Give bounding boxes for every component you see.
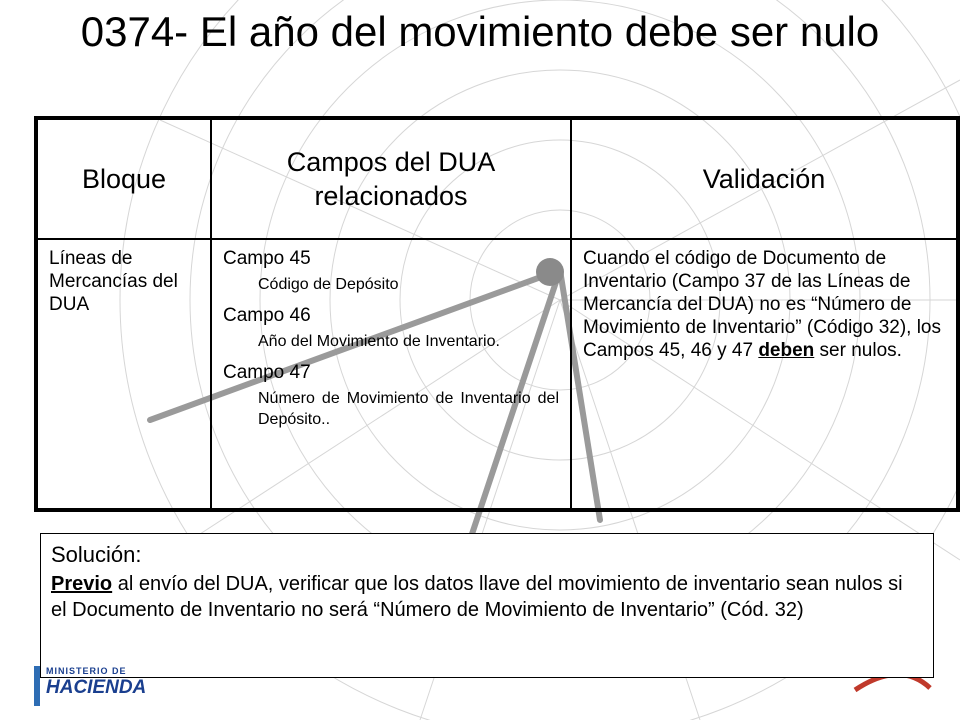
validation-text-end: ser nulos. [814,340,902,361]
block-cell: Líneas de Mercancías del DUA [37,239,211,509]
page-title: 0374- El año del movimiento debe ser nulo [80,8,880,55]
header-validacion: Validación [571,119,957,239]
fields-cell [211,239,571,509]
validation-text: Cuando el código de Documento de Inventario (Campo 37 de las Líneas de Mercancía del DUA) no es “Número de Movimiento de Inventario” (Código 32), los Campos 45, 46 y 47 [583,248,942,361]
field-label: Campo 47 [223,362,311,383]
table-row [37,239,957,509]
table-header-row [37,119,957,239]
logo-bar [34,666,40,706]
field-description: Año del Movimiento de Inventario. [258,333,500,350]
field-description: Número de Movimiento de Inventario del Depósito.. [258,390,559,428]
solution-text [51,571,923,623]
solution-body: al envío del DUA, verificar que los datos llave del movimiento de inventario sean nulos si el Documento de Inventario no será “Número de Movimiento de Inventario” (Cód. 32) [51,573,903,621]
solution-emphasis: Previo [51,573,113,595]
field-label: Campo 46 [223,305,311,326]
header-bloque: Bloque [37,119,211,239]
hacienda-logo [34,666,146,706]
field-label: Campo 45 [223,248,311,269]
solution-box [40,533,934,678]
validation-emphasis: deben [758,340,815,361]
solution-title: Solución: [51,542,142,567]
field-description: Código de Depósito [258,276,399,293]
header-campos: Campos del DUA relacionados [211,119,571,239]
validation-cell [571,239,957,509]
validation-table [34,116,960,512]
logo-main-text: HACIENDA [46,677,147,698]
logo-small-text: MINISTERIO DE [46,666,127,676]
